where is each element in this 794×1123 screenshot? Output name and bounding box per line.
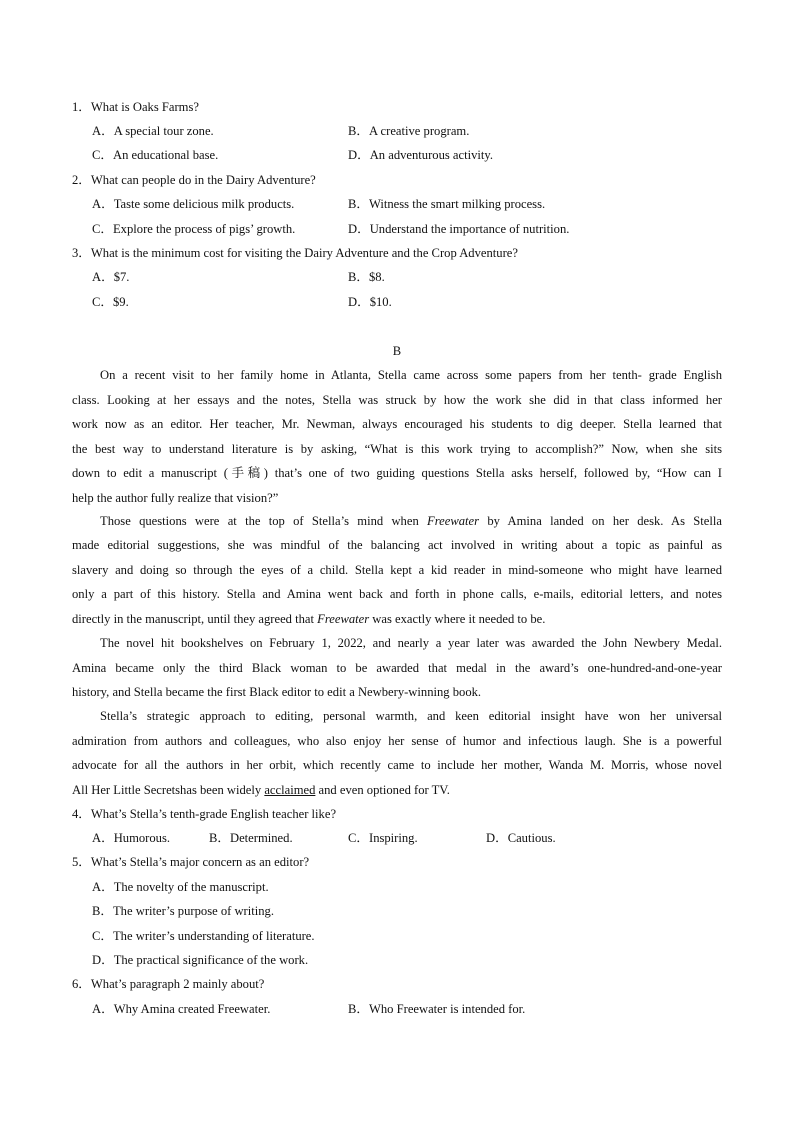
p4-l4-text-b: and even optioned for TV.: [315, 783, 450, 797]
passage-p4-line-3: advocate for all the authors in her orbit, which recently came to include her mother, Wanda M. Morris, whose novel: [72, 758, 722, 772]
passage-p2-line-1: [72, 509, 722, 534]
question-6-option-a[interactable]: A．Why Amina created Freewater.: [92, 1002, 271, 1016]
p4-l4-text-a: All Her Little Secretshas been widely: [72, 783, 265, 797]
passage-p2-line-5: [72, 607, 722, 632]
passage-p3-line-2: Amina became only the third Black woman to be awarded that medal in the award’s one-hundred-and-one-year: [72, 661, 722, 675]
question-3-option-d[interactable]: D．$10.: [348, 295, 392, 309]
passage-p2-line-2: made editorial suggestions, she was mindful of the balancing act involved in writing about a topic as painful as: [72, 538, 722, 552]
question-1-option-b[interactable]: B．A creative program.: [348, 124, 470, 138]
question-2-option-b[interactable]: B．Witness the smart milking process.: [348, 197, 546, 211]
question-3-option-b[interactable]: B．$8.: [348, 270, 385, 284]
question-1-option-c[interactable]: C．An educational base.: [92, 148, 219, 162]
question-3-option-a[interactable]: A．$7.: [92, 270, 130, 284]
question-4-stem: 4．What’s Stella’s tenth-grade English teacher like?: [72, 807, 337, 821]
book-title-freewater-2: Freewater: [317, 612, 370, 626]
question-1-option-a[interactable]: A．A special tour zone.: [92, 124, 214, 138]
passage-p3-line-3: history, and Stella became the first Black editor to edit a Newbery-winning book.: [72, 685, 482, 699]
passage-p2-line-3: slavery and doing so through the eyes of a child. Stella kept a kid reader in mind-someone who might have learned: [72, 563, 722, 577]
p2-l1-text-a: Those questions were at the top of Stella’s mind when: [100, 514, 428, 528]
passage-p1-line-2: class. Looking at her essays and the notes, Stella was struck by how the work she did in that class informed her: [72, 393, 722, 407]
p2-l1-text-b: by Amina landed on her desk. As Stella: [479, 514, 722, 528]
question-6-option-b[interactable]: B．Who Freewater is intended for.: [348, 1002, 526, 1016]
question-5-option-a[interactable]: A．The novelty of the manuscript.: [92, 880, 269, 894]
question-4-option-a[interactable]: A．Humorous.: [92, 831, 171, 845]
passage-p4-line-2: admiration from authors and colleagues, who also enjoy her sense of humor and infectious laugh. She is a powerful: [72, 734, 722, 748]
question-3-stem: 3．What is the minimum cost for visiting the Dairy Adventure and the Crop Adventure?: [72, 246, 518, 260]
question-5-option-d[interactable]: D．The practical significance of the work.: [92, 953, 309, 967]
book-title-freewater: Freewater: [427, 514, 480, 528]
p2-l5-text-b: was exactly where it needed to be.: [369, 612, 546, 626]
question-2-option-c[interactable]: C．Explore the process of pigs’ growth.: [92, 222, 296, 236]
question-2-option-d[interactable]: D．Understand the importance of nutrition.: [348, 222, 570, 236]
question-5-option-b[interactable]: B．The writer’s purpose of writing.: [92, 904, 274, 918]
section-title: B: [392, 344, 402, 358]
question-4-option-c[interactable]: C．Inspiring.: [348, 831, 418, 845]
question-6-stem: 6．What’s paragraph 2 mainly about?: [72, 977, 265, 991]
question-2-option-a[interactable]: A．Taste some delicious milk products.: [92, 197, 295, 211]
question-4-option-d[interactable]: D．Cautious.: [486, 831, 556, 845]
question-3-option-c[interactable]: C．$9.: [92, 295, 129, 309]
question-5-option-c[interactable]: C．The writer’s understanding of literature.: [92, 929, 315, 943]
p2-l5-text-a: directly in the manuscript, until they agreed that: [72, 612, 318, 626]
underlined-word: acclaimed: [264, 783, 316, 797]
question-1-stem: 1．What is Oaks Farms?: [72, 100, 199, 114]
question-2-stem: 2．What can people do in the Dairy Adventure?: [72, 173, 316, 187]
passage-p1-line-3: work now as an editor. Her teacher, Mr. Newman, always encouraged his students to dig deeper. Stella learned that: [72, 417, 722, 431]
passage-p1-line-1: On a recent visit to her family home in Atlanta, Stella came across some papers from her tenth- grade English: [100, 368, 722, 382]
passage-p2-line-4: only a part of this history. Stella and Amina went back and forth in phone calls, e-mails, editorial letters, and notes: [72, 587, 722, 601]
passage-p4-line-1: Stella’s strategic approach to editing, personal warmth, and keen editorial insight have won her universal: [100, 709, 722, 723]
question-5-stem: 5．What’s Stella’s major concern as an editor?: [72, 855, 310, 869]
passage-p1-line-5: down to edit a manuscript (手稿) that’s one of two guiding questions Stella asks herself, followed by, “How can I: [72, 466, 722, 480]
passage-p4-line-4: [72, 778, 722, 803]
passage-p3-line-1: The novel hit bookshelves on February 1, 2022, and nearly a year later was awarded the John Newbery Medal.: [100, 636, 722, 650]
passage-p1-line-4: the best way to understand literature is by asking, “What is this work trying to accomplish?” Now, when she sits: [72, 442, 722, 456]
passage-p1-line-6: help the author fully realize that vision?”: [72, 491, 279, 505]
question-1-option-d[interactable]: D．An adventurous activity.: [348, 148, 494, 162]
question-4-option-b[interactable]: B．Determined.: [209, 831, 293, 845]
